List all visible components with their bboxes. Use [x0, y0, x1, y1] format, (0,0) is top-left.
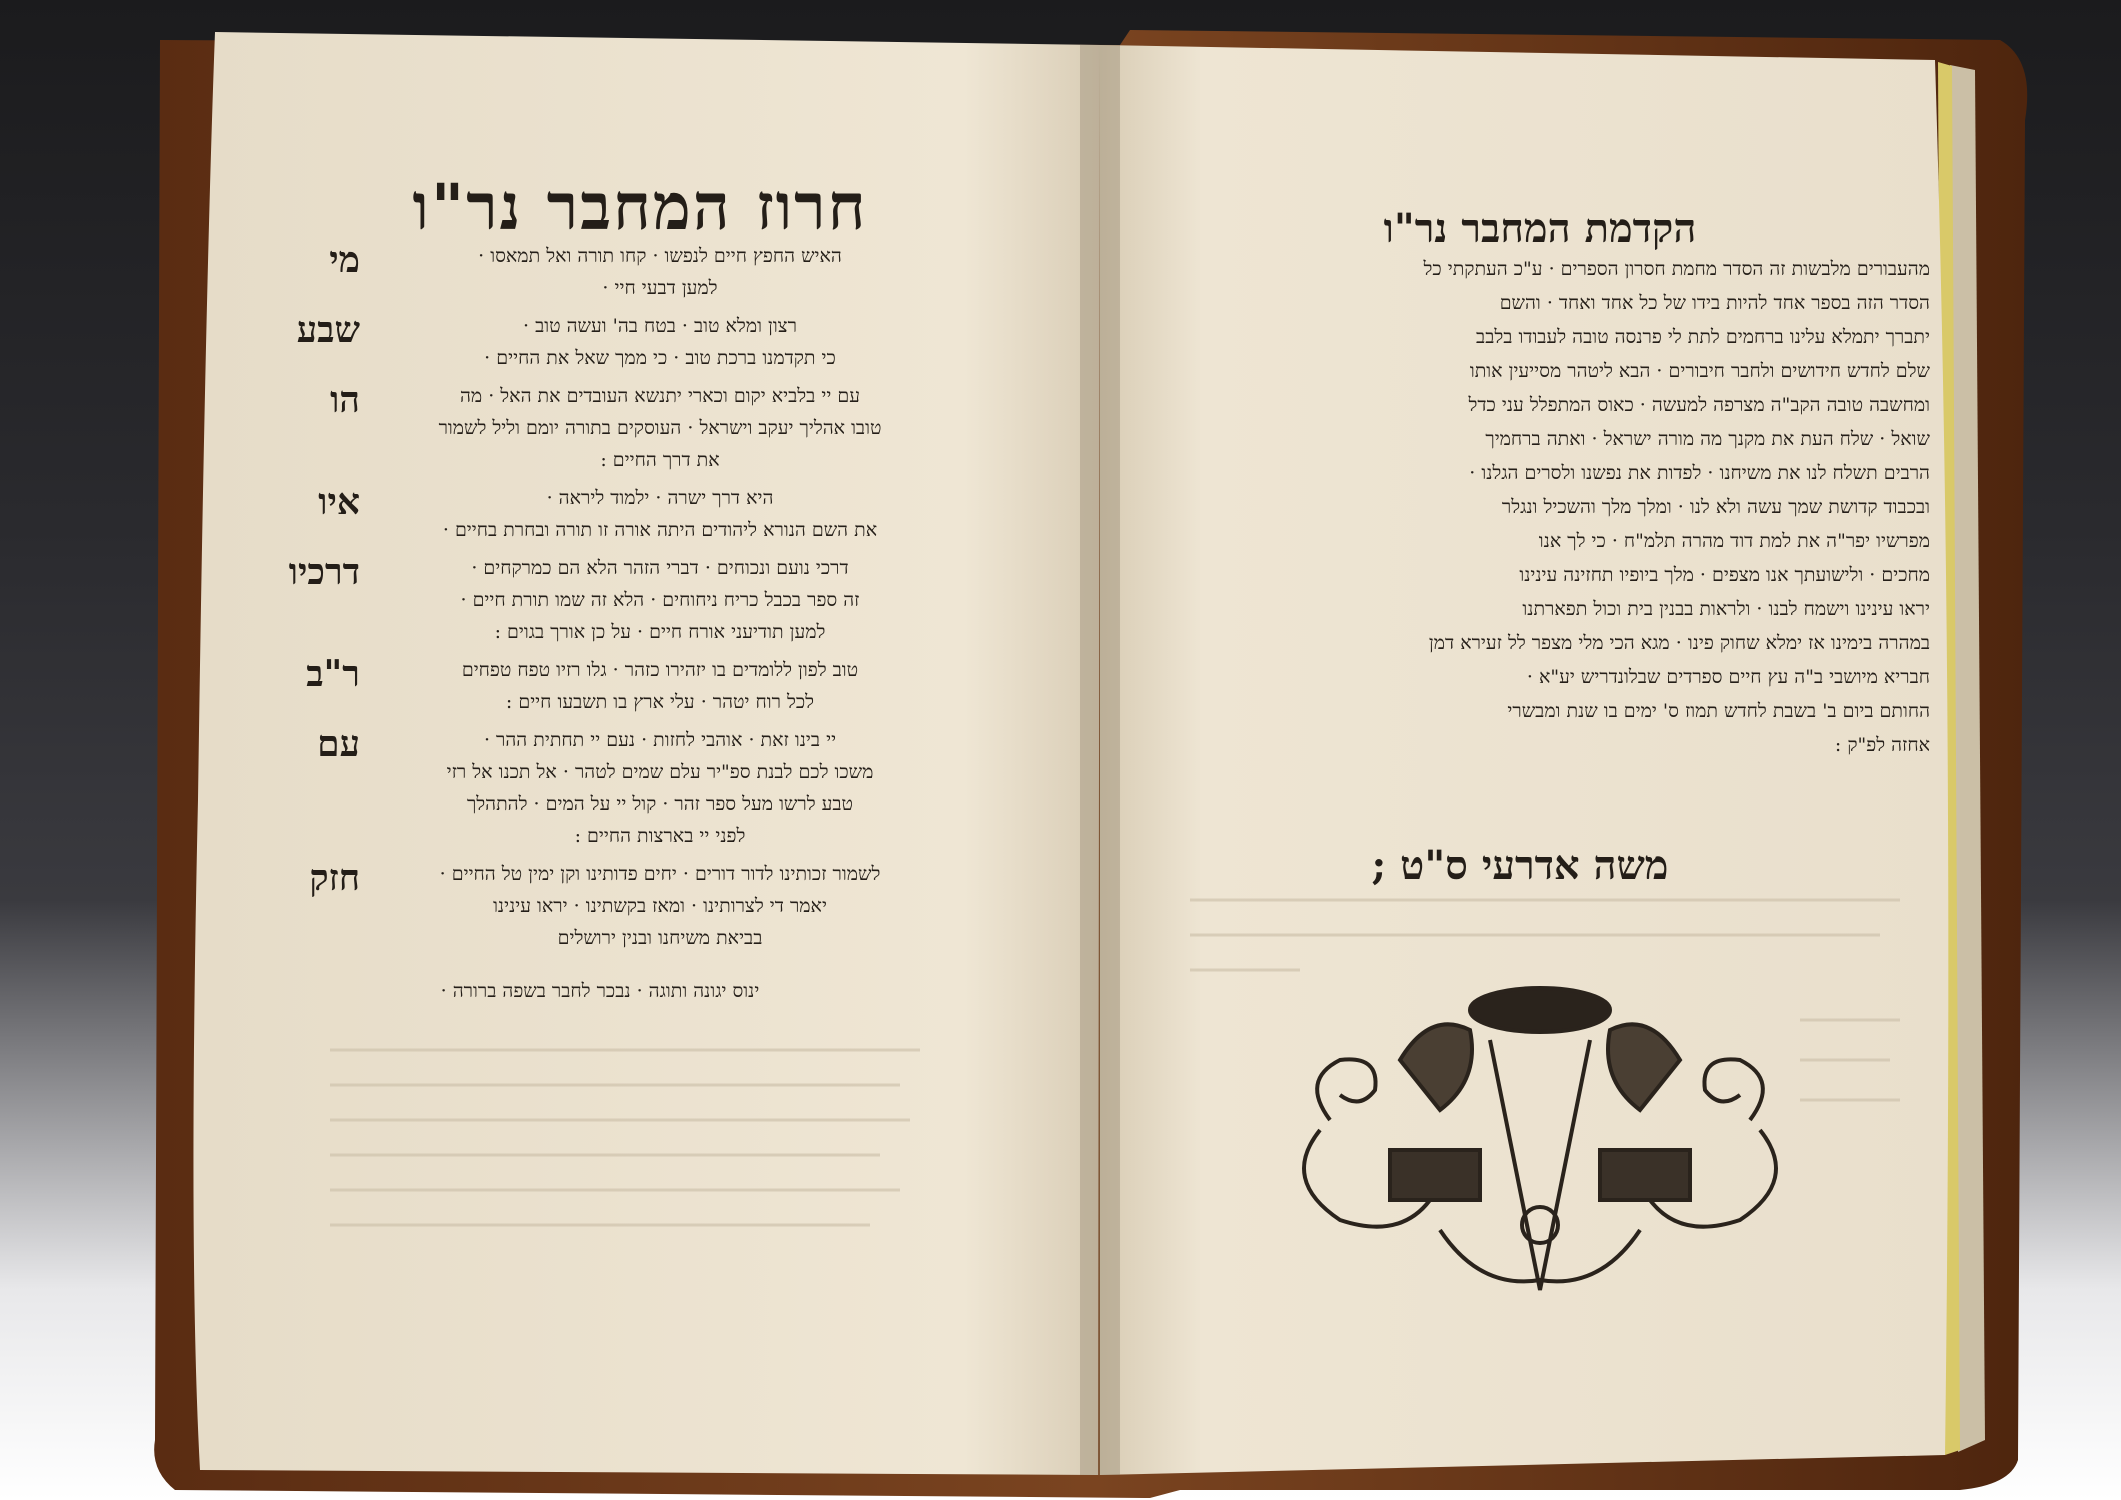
poem-stanza — [300, 654, 960, 718]
intro-line: שואל · שלח העת את מקנך מה מורה ישראל · ואתה ברחמיך — [1485, 428, 1930, 450]
poem-line: למען דבעי חיי · — [602, 277, 718, 299]
stanza-initial: חזק — [309, 857, 360, 899]
poem-line: זה ספר בכבל כריח ניחוחים · הלא זה שמו תורת חיים · — [460, 589, 860, 611]
left-page-title: חרוז המחבר נר"ו — [412, 170, 868, 245]
intro-line: מהעבורים מלבשות זה הסדר מחמת חסרון הספרים · ע"כ העתקתי כל — [1423, 258, 1930, 280]
poem-line: האיש החפץ חיים לנפשו · קחו תורה ואל תמאסו · — [478, 245, 842, 267]
stanza-initial: עם — [317, 723, 360, 765]
gutter-shadow — [1080, 45, 1120, 1475]
poem-line: טובו אהליך יעקב וישראל · העוסקים בתורה יומם וליל לשמור — [438, 417, 882, 439]
intro-line: יראו עינינו וישמח לבנו · ולראות בבנין בית וכול תפארתנו — [1522, 598, 1930, 620]
poem-stanza — [288, 551, 960, 648]
intro-line: הסדר הזה בספר אחד להיות בידו של כל אחד ואחד · והשם — [1499, 292, 1930, 314]
acrostic-poem — [288, 239, 960, 960]
poem-line: טוב לפון ללומדים בו יזהירו כזהר · גלו רזיו טפח טפחים — [461, 659, 859, 681]
poem-line: למען תודיעני אורח חיים · על כן אורך בגוים : — [494, 621, 826, 643]
right-page-title: הקדמת המחבר נר"ו — [1383, 205, 1697, 252]
poem-line: לפני יי בארצות החיים : — [574, 825, 746, 847]
author-signature: משה אדרעי ס"ט ; — [1371, 842, 1669, 889]
stanza-initial: דרכיו — [288, 551, 360, 593]
intro-line: מחכים · ולישועתך אנו מצפים · מלך ביופיו תחזינה עינינו — [1519, 564, 1930, 586]
intro-line: הרבים תשלח לנו את משיחנו · לפדות את נפשנו ולסרים הגלנו · — [1469, 462, 1930, 484]
poem-line: את דרך החיים : — [600, 449, 720, 471]
poem-line: טבע לרשו מעל ספר זהר · קול יי על המים · להתהלך — [466, 793, 854, 815]
poem-line: רצון ומלא טוב · בטח בה' ועשה טוב · — [523, 315, 797, 337]
intro-line: מפרשיו יפר"ה את למת דוד מהרה תלמ"ח · כי לך אנו — [1538, 530, 1930, 552]
stanza-initial: איו — [318, 481, 360, 523]
intro-line: ומחשבה טובה הקב"ה מצרפה למעשה · כאוס המתפלל עני כדל — [1468, 394, 1930, 416]
poem-stanza — [300, 482, 960, 546]
poem-line: את השם הנורא ליהודים היתה אורה זו תורה ובחרת בחיים · — [442, 519, 878, 541]
intro-line: במהרה בימינו אז ימלא שחוק פינו · מגא הכי מלי מצפר לל זעירא דמן — [1428, 632, 1930, 654]
poem-line: משכו לכם לבנת ספ"יר עלם שמים לטהר · אל תכנו אל רזי — [446, 761, 874, 783]
intro-line: החותם ביום ב' בשבת לחדש תמוז ס' ימים בו שנת ומבשרי — [1507, 700, 1930, 722]
intro-line: שלם לחדש חידושים ולחבר חיבורים · הבא ליטהר מסייעין אותו — [1469, 360, 1930, 382]
poem-closing-line: ינוס יגונה ותוגה · נבכר לחבר בשפה ברורה · — [440, 980, 760, 1002]
poem-line: היא דרך ישרה · ילמוד ליראה · — [546, 487, 774, 509]
poem-line: כי תקדמנו ברכת טוב · כי ממך שאל את החיים · — [484, 347, 836, 369]
poem-line: בביאת משיחנו ובנין ירושלים — [557, 927, 763, 949]
intro-line: חבריא מיושבי ב"ה עץ חיים ספרדים שבלונדריש יע"א · — [1526, 666, 1930, 688]
poem-stanza — [300, 724, 960, 852]
stanza-initial: מי — [329, 239, 360, 281]
intro-line: אחזה לפ"ק : — [1834, 734, 1930, 756]
poem-line: יאמר די לצרותינו · ומאז בקשתינו · יראו עינינו — [493, 895, 827, 917]
introduction-text — [1180, 252, 1930, 762]
poem-line: דרכי נועם ונכוחים · דברי הזהר הלא הם כמרקחים · — [471, 557, 849, 579]
poem-line: עם יי בלביא יקום וכארי יתנשא העובדים את האל · מה — [459, 385, 860, 407]
poem-line: לשמור זכותינו לדור דורים · יחים פדותינו וקן ימין טל החיים · — [439, 863, 881, 885]
stanza-initial: שבע — [296, 309, 360, 351]
stanza-initial: ר"ב — [306, 653, 360, 695]
poem-stanza — [300, 380, 960, 476]
poem-stanza — [300, 240, 960, 304]
stanza-initial: הו — [330, 379, 360, 421]
poem-stanza — [296, 309, 960, 374]
poem-stanza — [300, 858, 960, 954]
poem-line: לכל רוח יטהר · עלי ארץ בו תשבעו חיים : — [505, 691, 815, 713]
intro-line: יתברך יתמלא עלינו ברחמים לתת לי פרנסה טובה לעבודו בלבב — [1476, 326, 1930, 348]
intro-line: ובכבוד קדושת שמך עשה ולא לנו · ומלך מלך והשכיל ונגלר — [1501, 496, 1930, 518]
poem-line: יי בינו זאת · אוהבי לחזות · נעם יי תחתית ההר · — [483, 729, 837, 751]
